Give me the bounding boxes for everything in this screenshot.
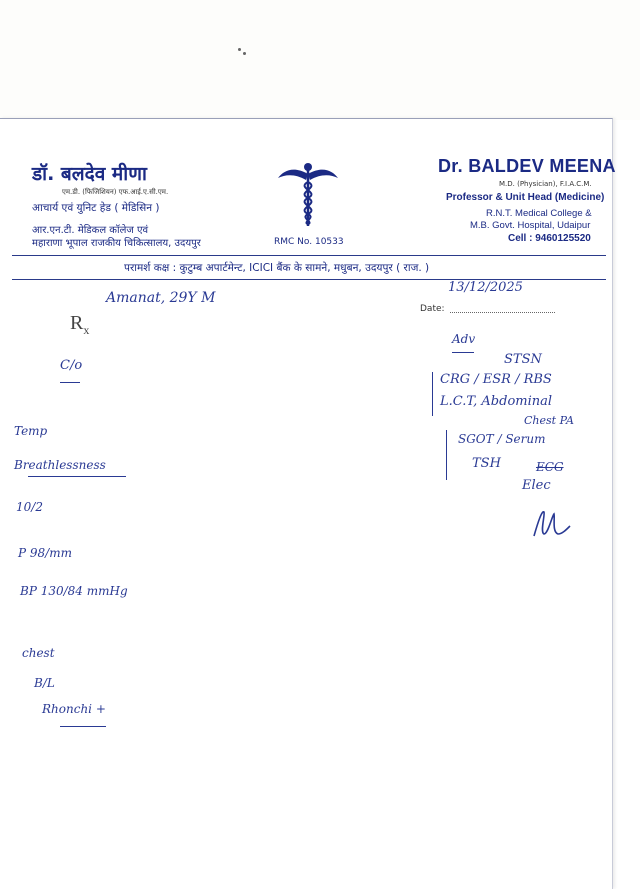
- test-ecg-struck: ECG: [536, 460, 564, 474]
- rhonchi-underline: [60, 726, 106, 727]
- caduceus-logo: [276, 160, 340, 230]
- scan-background: [0, 0, 640, 120]
- test-stsn: STSN: [504, 352, 542, 367]
- date-value: 13/12/2025: [448, 280, 523, 295]
- test-elec: Elec: [522, 478, 551, 493]
- note-bilateral: B/L: [34, 676, 55, 690]
- date-line: [450, 312, 555, 313]
- test-chest-pa: Chest PA: [524, 414, 574, 427]
- doctor-role-hindi: आचार्य एवं युनिट हेड ( मेडिसिन ): [32, 202, 160, 214]
- note-bp: BP 130/84 mmHg: [20, 584, 128, 598]
- note-duration: 10/2: [16, 500, 43, 514]
- scan-speck: [243, 52, 246, 55]
- complaint-heading: C/o: [60, 358, 83, 373]
- patient-details: Amanat, 29Y M: [106, 290, 216, 306]
- clinic-address: परामर्श कक्ष : कुटुम्ब अपार्टमेन्ट, ICICI बैंक के सामने, मधुबन, उदयपुर ( राज. ): [124, 262, 430, 274]
- test-tsh: TSH: [472, 456, 501, 471]
- bracket-left-2: [446, 430, 447, 480]
- date-label: Date:: [420, 304, 445, 314]
- note-rhonchi: Rhonchi +: [42, 702, 106, 716]
- advice-underline: [452, 352, 474, 353]
- college-line-2-english: M.B. Govt. Hospital, Udaipur: [470, 220, 591, 231]
- header-rule-top: [12, 255, 606, 256]
- test-crg-esr-rbs: CRG / ESR / RBS: [440, 372, 552, 387]
- bracket-left-1: [432, 372, 433, 416]
- rx-symbol: $R_x$: [70, 312, 90, 337]
- college-line-2-hindi: महाराणा भूपाल राजकीय चिकित्सालय, उदयपुर: [32, 238, 201, 249]
- college-line-1-english: R.N.T. Medical College &: [486, 208, 592, 219]
- doctor-name-english: Dr. BALDEV MEENA: [438, 156, 616, 176]
- note-breathlessness: Breathlessness: [14, 458, 106, 472]
- note-temp: Temp: [14, 424, 48, 438]
- doctor-role-english: Professor & Unit Head (Medicine): [446, 192, 605, 203]
- doctor-name-hindi: डॉ. बलदेव मीणा: [32, 163, 147, 185]
- note-chest: chest: [22, 646, 55, 660]
- breathlessness-underline: [28, 476, 126, 477]
- doctor-signature: [530, 504, 576, 540]
- advice-heading: Adv: [452, 332, 476, 346]
- note-pulse: P 98/mm: [18, 546, 72, 560]
- doctor-degrees-english: M.D. (Physician), F.I.A.C.M.: [499, 180, 592, 188]
- scan-speck: [238, 48, 241, 51]
- doctor-degrees-hindi: एम.डी. (फिजिशियन) एफ.आई.ए.सी.एम.: [62, 188, 169, 196]
- rmc-number: RMC No. 10533: [274, 237, 344, 247]
- cell-number: Cell : 9460125520: [508, 233, 591, 244]
- test-lct-abdominal: L.C.T, Abdominal: [440, 394, 553, 409]
- complaint-underline: [60, 382, 80, 383]
- test-sgot-serum: SGOT / Serum: [458, 432, 546, 446]
- college-line-1-hindi: आर.एन.टी. मेडिकल कॉलेज एवं: [32, 225, 149, 236]
